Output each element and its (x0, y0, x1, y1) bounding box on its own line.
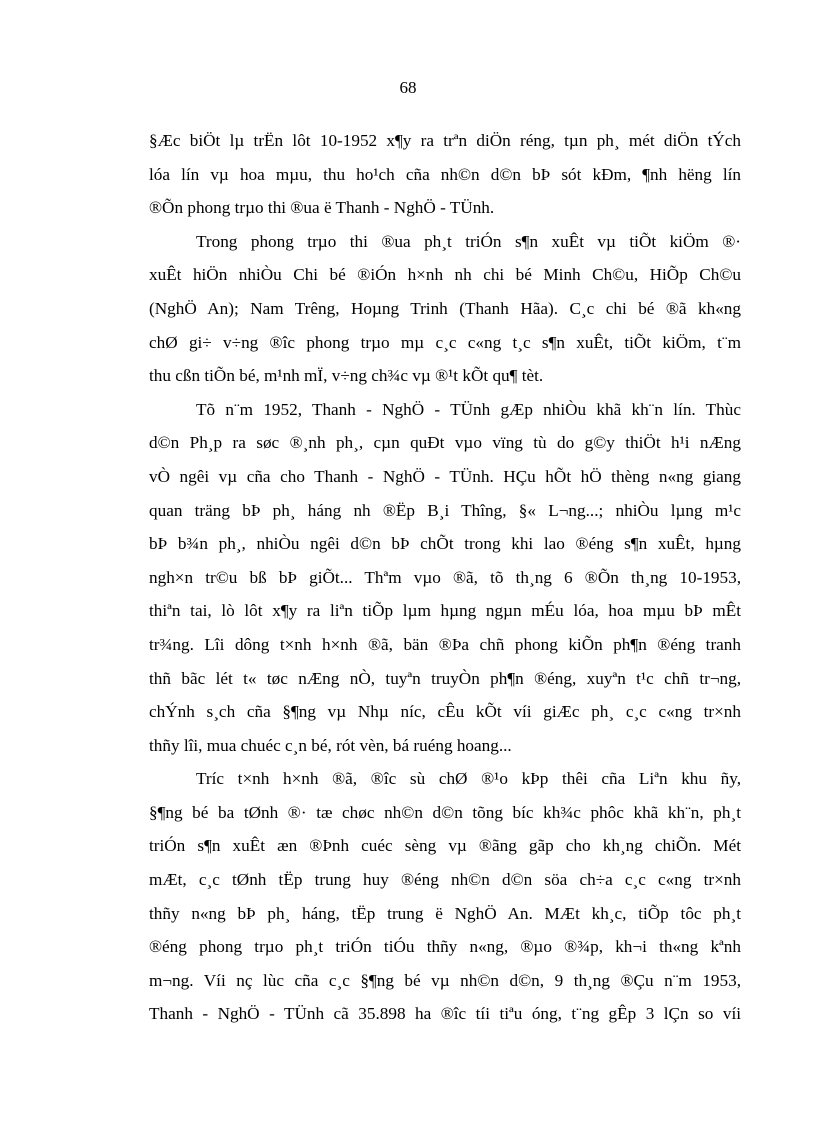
text-line: Tríc t×nh h×nh ®ã, ®îc sù chØ ®¹o kÞp thêi cña Liªn khu ñy, (196, 769, 741, 789)
text-line: ngh×n tr©u bß bÞ giÕt... Thªm vµo ®ã, tõ th¸ng 6 ®Õn th¸ng 10-1953, (149, 567, 741, 587)
text-line: lóa lín vµ hoa mµu, thu ho¹ch cña nh©n d©n bÞ sót kÐm, ¶nh hëng lín (149, 164, 741, 184)
text-line: Tõ n¨m 1952, Thanh - NghÖ - TÜnh gÆp nhiÒu khã kh¨n lín. Thùc (196, 399, 741, 419)
text-line: Trong phong trµo thi ®ua ph¸t triÓn s¶n xuÊt vµ tiÕt kiÖm ®· (196, 231, 741, 251)
text-line: Thanh - NghÖ - TÜnh cã 35.898 ha ®îc tíi tiªu óng, t¨ng gÊp 3 lÇn so víi (149, 1004, 741, 1024)
text-line: ®Õn phong trµo thi ®ua ë Thanh - NghÖ - TÜnh. (149, 198, 495, 218)
text-line: vÒ ngêi vµ cña cho Thanh - NghÖ - TÜnh. HÇu hÕt hÖ thèng n«ng giang (149, 466, 741, 486)
text-line: chÝnh s¸ch cña §¶ng vµ Nhµ níc, cÊu kÕt víi giÆc ph¸ c¸c c«ng tr×nh (149, 702, 741, 722)
text-line: thu cßn tiÕn bé, m¹nh mÏ, v÷ng ch¾c vµ ®¹t kÕt qu¶ tèt. (149, 366, 544, 386)
text-line: mÆt, c¸c tØnh tËp trung huy ®éng nh©n d©n söa ch÷a c¸c c«ng tr×nh (149, 870, 741, 890)
text-line: §Æc biÖt lµ trËn lôt 10-1952 x¶y ra trªn diÖn réng, tµn ph¸ mét diÖn tÝch (149, 131, 741, 150)
page-number: 68 (399, 78, 417, 97)
text-line: thiªn tai, lò lôt x¶y ra liªn tiÕp lµm hµng ngµn mÉu lóa, hoa mµu bÞ mÊt (149, 601, 741, 621)
text-line: thñy n«ng bÞ ph¸ háng, tËp trung ë NghÖ An. MÆt kh¸c, tiÕp tôc ph¸t (149, 903, 741, 923)
text-line: (NghÖ An); Nam Trêng, Hoµng Trinh (Thanh Hãa). C¸c chi bé ®ã kh«ng (149, 298, 741, 318)
text-line: xuÊt hiÖn nhiÒu Chi bé ®iÓn h×nh nh chi bé Minh Ch©u, HiÕp Ch©u (149, 265, 741, 285)
text-line: tr¾ng. Lîi dông t×nh h×nh ®ã, bän ®Þa chñ phong kiÕn ph¶n ®éng tranh (149, 634, 741, 654)
text-line: quan träng bÞ ph¸ háng nh ®Ëp B¸i Thîng, §« L¬ng...; nhiÒu lµng m¹c (149, 500, 741, 520)
text-line: chØ gi÷ v÷ng ®îc phong trµo mµ c¸c c«ng t¸c s¶n xuÊt, tiÕt kiÖm, t¨m (149, 332, 741, 352)
body-text (149, 130, 741, 1037)
text-line: m¬ng. Víi nç lùc cña c¸c §¶ng bé vµ nh©n d©n, 9 th¸ng ®Çu n¨m 1953, (149, 970, 741, 990)
text-line: §¶ng bé ba tØnh ®· tæ chøc nh©n d©n tõng bíc kh¾c phôc khã kh¨n, ph¸t (149, 802, 741, 822)
text-line: thñy lîi, mua chuéc c¸n bé, rót vèn, bá ruéng hoang... (149, 735, 512, 755)
text-line: ®éng phong trµo ph¸t triÓn tiÓu thñy n«ng, ®µo ®¾p, kh¬i th«ng kªnh (149, 937, 741, 957)
text-line: thñ bãc lét t« tøc nÆng nÒ, tuyªn truyÒn ph¶n ®éng, xuyªn t¹c chñ tr¬ng, (149, 668, 741, 688)
text-line: bÞ b¾n ph¸, nhiÒu ngêi d©n bÞ chÕt trong khi lao ®éng s¶n xuÊt, hµng (149, 534, 741, 554)
text-line: d©n Ph¸p ra søc ®¸nh ph¸, cµn quÐt vµo vïng tù do g©y thiÖt h¹i nÆng (149, 433, 741, 453)
text-line: triÓn s¶n xuÊt æn ®Þnh cuéc sèng vµ ®ãng gãp cho kh¸ng chiÕn. Mét (149, 836, 741, 856)
